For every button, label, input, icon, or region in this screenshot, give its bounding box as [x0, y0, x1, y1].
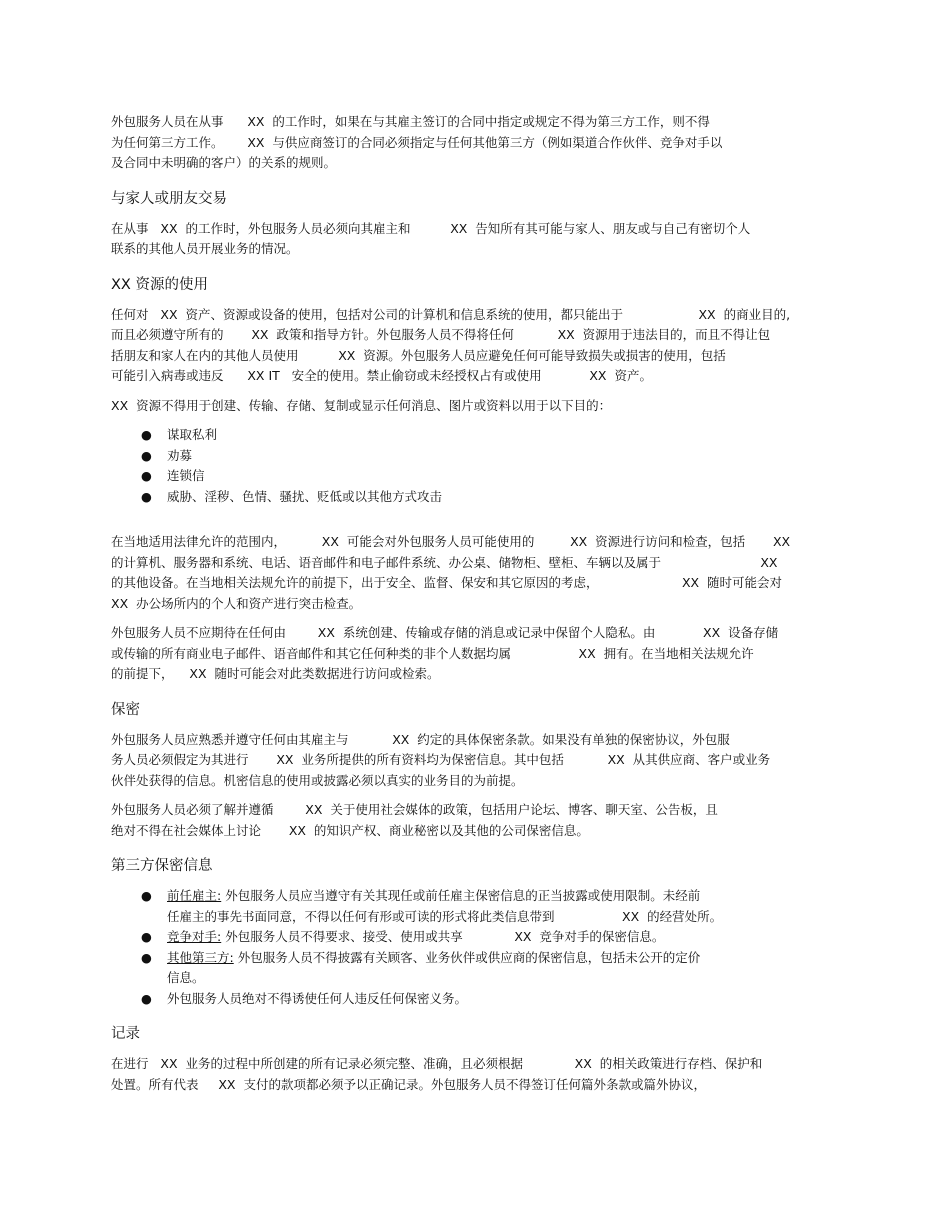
- text-line: 外包服务人员在从事 XX 的工作时，如果在与其雇主签订的合同中指定或规定不得为第三方工作，则不得: [111, 114, 710, 129]
- list-item: [111, 989, 840, 1010]
- list-item-continuation: [111, 907, 840, 928]
- records-paragraph: [111, 1054, 840, 1095]
- list-item-text: 劝募: [167, 447, 193, 463]
- bullet-icon: ●: [141, 488, 152, 504]
- text-line: 的计算机、服务器和系统、电话、语音邮件和电子邮件系统、办公桌、储物柜、壁柜、车辆以及属于 XX: [111, 554, 778, 570]
- confidential-paragraph-2: [111, 800, 840, 841]
- text-line: 绝对不得在社会媒体上讨论 XX 的知识产权、商业秘密以及其他的公司保密信息。: [111, 822, 589, 838]
- list-item-text: 外包服务人员绝对不得诱使任何人违反任何保密义务。: [167, 990, 468, 1006]
- text-line: 为任何第三方工作。 XX 与供应商签订的合同必须指定与任何其他第三方（例如渠道合作伙伴、竞争对手以: [111, 134, 723, 150]
- intro-paragraph: [111, 112, 840, 174]
- list-item-text: 信息。: [167, 970, 205, 985]
- text-line: 在当地适用法律允许的范围内， XX 可能会对外包服务人员可能使用的 XX 资源进行访问和检查，包括 XX: [111, 534, 791, 549]
- text-line: 务人员必须假定为其进行 XX 业务所提供的所有资料均为保密信息。其中包括 XX 从其供应商、客户或业务: [111, 752, 771, 767]
- text-line: 的其他设备。在当地相关法规允许的前提下，出于安全、监督、保安和其它原因的考虑， XX 随时可能会对: [111, 575, 783, 590]
- bullet-icon: ●: [141, 447, 152, 463]
- list-item-text: 外包服务人员应当遵守有关其现任或前任雇主保密信息的正当披露或使用限制。未经前: [221, 888, 701, 903]
- bullet-icon: ●: [141, 929, 152, 944]
- text-line: 而且必须遵守所有的 XX 政策和指导方针。外包服务人员不得将任何 XX 资源用于违法目的，而且不得让包: [111, 327, 771, 342]
- list-item: [111, 425, 840, 446]
- text-line: 外包服务人员必须了解并遵循 XX 关于使用社会媒体的政策，包括用户论坛、博客、聊天室、公告板，且: [111, 802, 718, 817]
- list-item: [111, 927, 840, 948]
- text-line: 外包服务人员不应期待在任何由 XX 系统创建、传输或存储的消息或记录中保留个人隐私。由 XX 设备存储: [111, 625, 779, 640]
- bullet-icon: ●: [141, 888, 152, 903]
- resources-bullet-list: [111, 425, 840, 507]
- list-item: [111, 466, 840, 487]
- section-heading-resources: XX 资源的使用: [111, 276, 208, 293]
- section-heading-family: 与家人或朋友交易: [111, 190, 227, 207]
- list-item-continuation: [111, 968, 840, 989]
- section-heading-third-party: 第三方保密信息: [111, 858, 213, 874]
- section-heading-records: 记录: [111, 1026, 140, 1042]
- text-line: 或传输的所有商业电子邮件、语音邮件和其它任何种类的非个人数据均属 XX 拥有。在当地相关法规允许: [111, 645, 754, 661]
- resources-paragraph-3: [111, 532, 840, 614]
- spacer: [111, 516, 840, 532]
- list-item-label: 竞争对手:: [167, 929, 222, 944]
- list-item-label: 其他第三方:: [167, 949, 234, 965]
- list-item: [111, 886, 840, 907]
- list-item-text: 连锁信: [167, 468, 205, 483]
- text-line: 伙伴处获得的信息。机密信息的使用或披露必须以真实的业务目的为前提。: [111, 772, 524, 788]
- confidential-paragraph-1: [111, 730, 840, 792]
- text-line: 处置。所有代表 XX 支付的款项都必须予以正确记录。外包服务人员不得签订任何篇外条款或篇外协议，: [111, 1076, 706, 1092]
- text-line: 及合同中未明确的客户）的关系的规则。: [111, 155, 337, 170]
- section-heading-confidential: 保密: [111, 701, 140, 718]
- text-line: 在进行 XX 业务的过程中所创建的所有记录必须完整、准确，且必须根据 XX 的相关政策进行存档、保护和: [111, 1056, 763, 1071]
- resources-paragraph-4: [111, 623, 840, 685]
- text-line: 外包服务人员应熟悉并遵守任何由其雇主与 XX 约定的具体保密条款。如果没有单独的保密协议，外包服: [111, 731, 730, 747]
- text-line: 在从事 XX 的工作时，外包服务人员必须向其雇主和 XX 告知所有其可能与家人、朋友或与自己有密切个人: [111, 220, 751, 236]
- text-line: 联系的其他人员开展业务的情况。: [111, 241, 299, 256]
- list-item: [111, 487, 840, 508]
- resources-paragraph-1: [111, 305, 840, 387]
- text-line: 任何对 XX 资产、资源或设备的使用，包括对公司的计算机和信息系统的使用，都只能出于 XX 的商业目的,: [111, 306, 791, 322]
- list-item: [111, 446, 840, 467]
- resources-paragraph-2: XX 资源不得用于创建、传输、存储、复制或显示任何消息、图片或资料以用于以下目的：: [111, 397, 612, 413]
- list-item-text: 任雇主的事先书面同意，不得以任何有形或可读的形式将此类信息带到 XX 的经营处所。: [167, 908, 723, 924]
- bullet-icon: ●: [141, 949, 152, 965]
- list-item-label: 前任雇主:: [167, 888, 222, 903]
- text-line: XX 办公场所内的个人和资产进行突击检查。: [111, 595, 362, 611]
- text-line: 可能引入病毒或违反 XX IT 安全的使用。禁止偷窃或未经授权占有或使用 XX 资产。: [111, 368, 652, 383]
- text-line: 的前提下， XX 随时可能会对此类数据进行访问或检索。: [111, 666, 440, 681]
- bullet-icon: ●: [141, 427, 152, 442]
- bullet-icon: ●: [141, 990, 152, 1006]
- list-item: [111, 948, 840, 969]
- text-line: 括朋友和家人在内的其他人员使用 XX 资源。外包服务人员应避免任何可能导致损失或损害的使用，包括: [111, 347, 726, 363]
- third-party-bullet-list: [111, 886, 840, 1009]
- list-item-text: 外包服务人员不得披露有关顾客、业务伙伴或供应商的保密信息，包括未公开的定价: [233, 949, 701, 965]
- family-paragraph: [111, 219, 840, 260]
- list-item-text: 外包服务人员不得要求、接受、使用或共享 XX 竞争对手的保密信息。: [221, 929, 665, 944]
- list-item-text: 谋取私利: [167, 427, 218, 442]
- list-item-text: 威胁、淫秽、色情、骚扰、贬低或以其他方式攻击: [167, 488, 443, 504]
- bullet-icon: ●: [141, 468, 152, 483]
